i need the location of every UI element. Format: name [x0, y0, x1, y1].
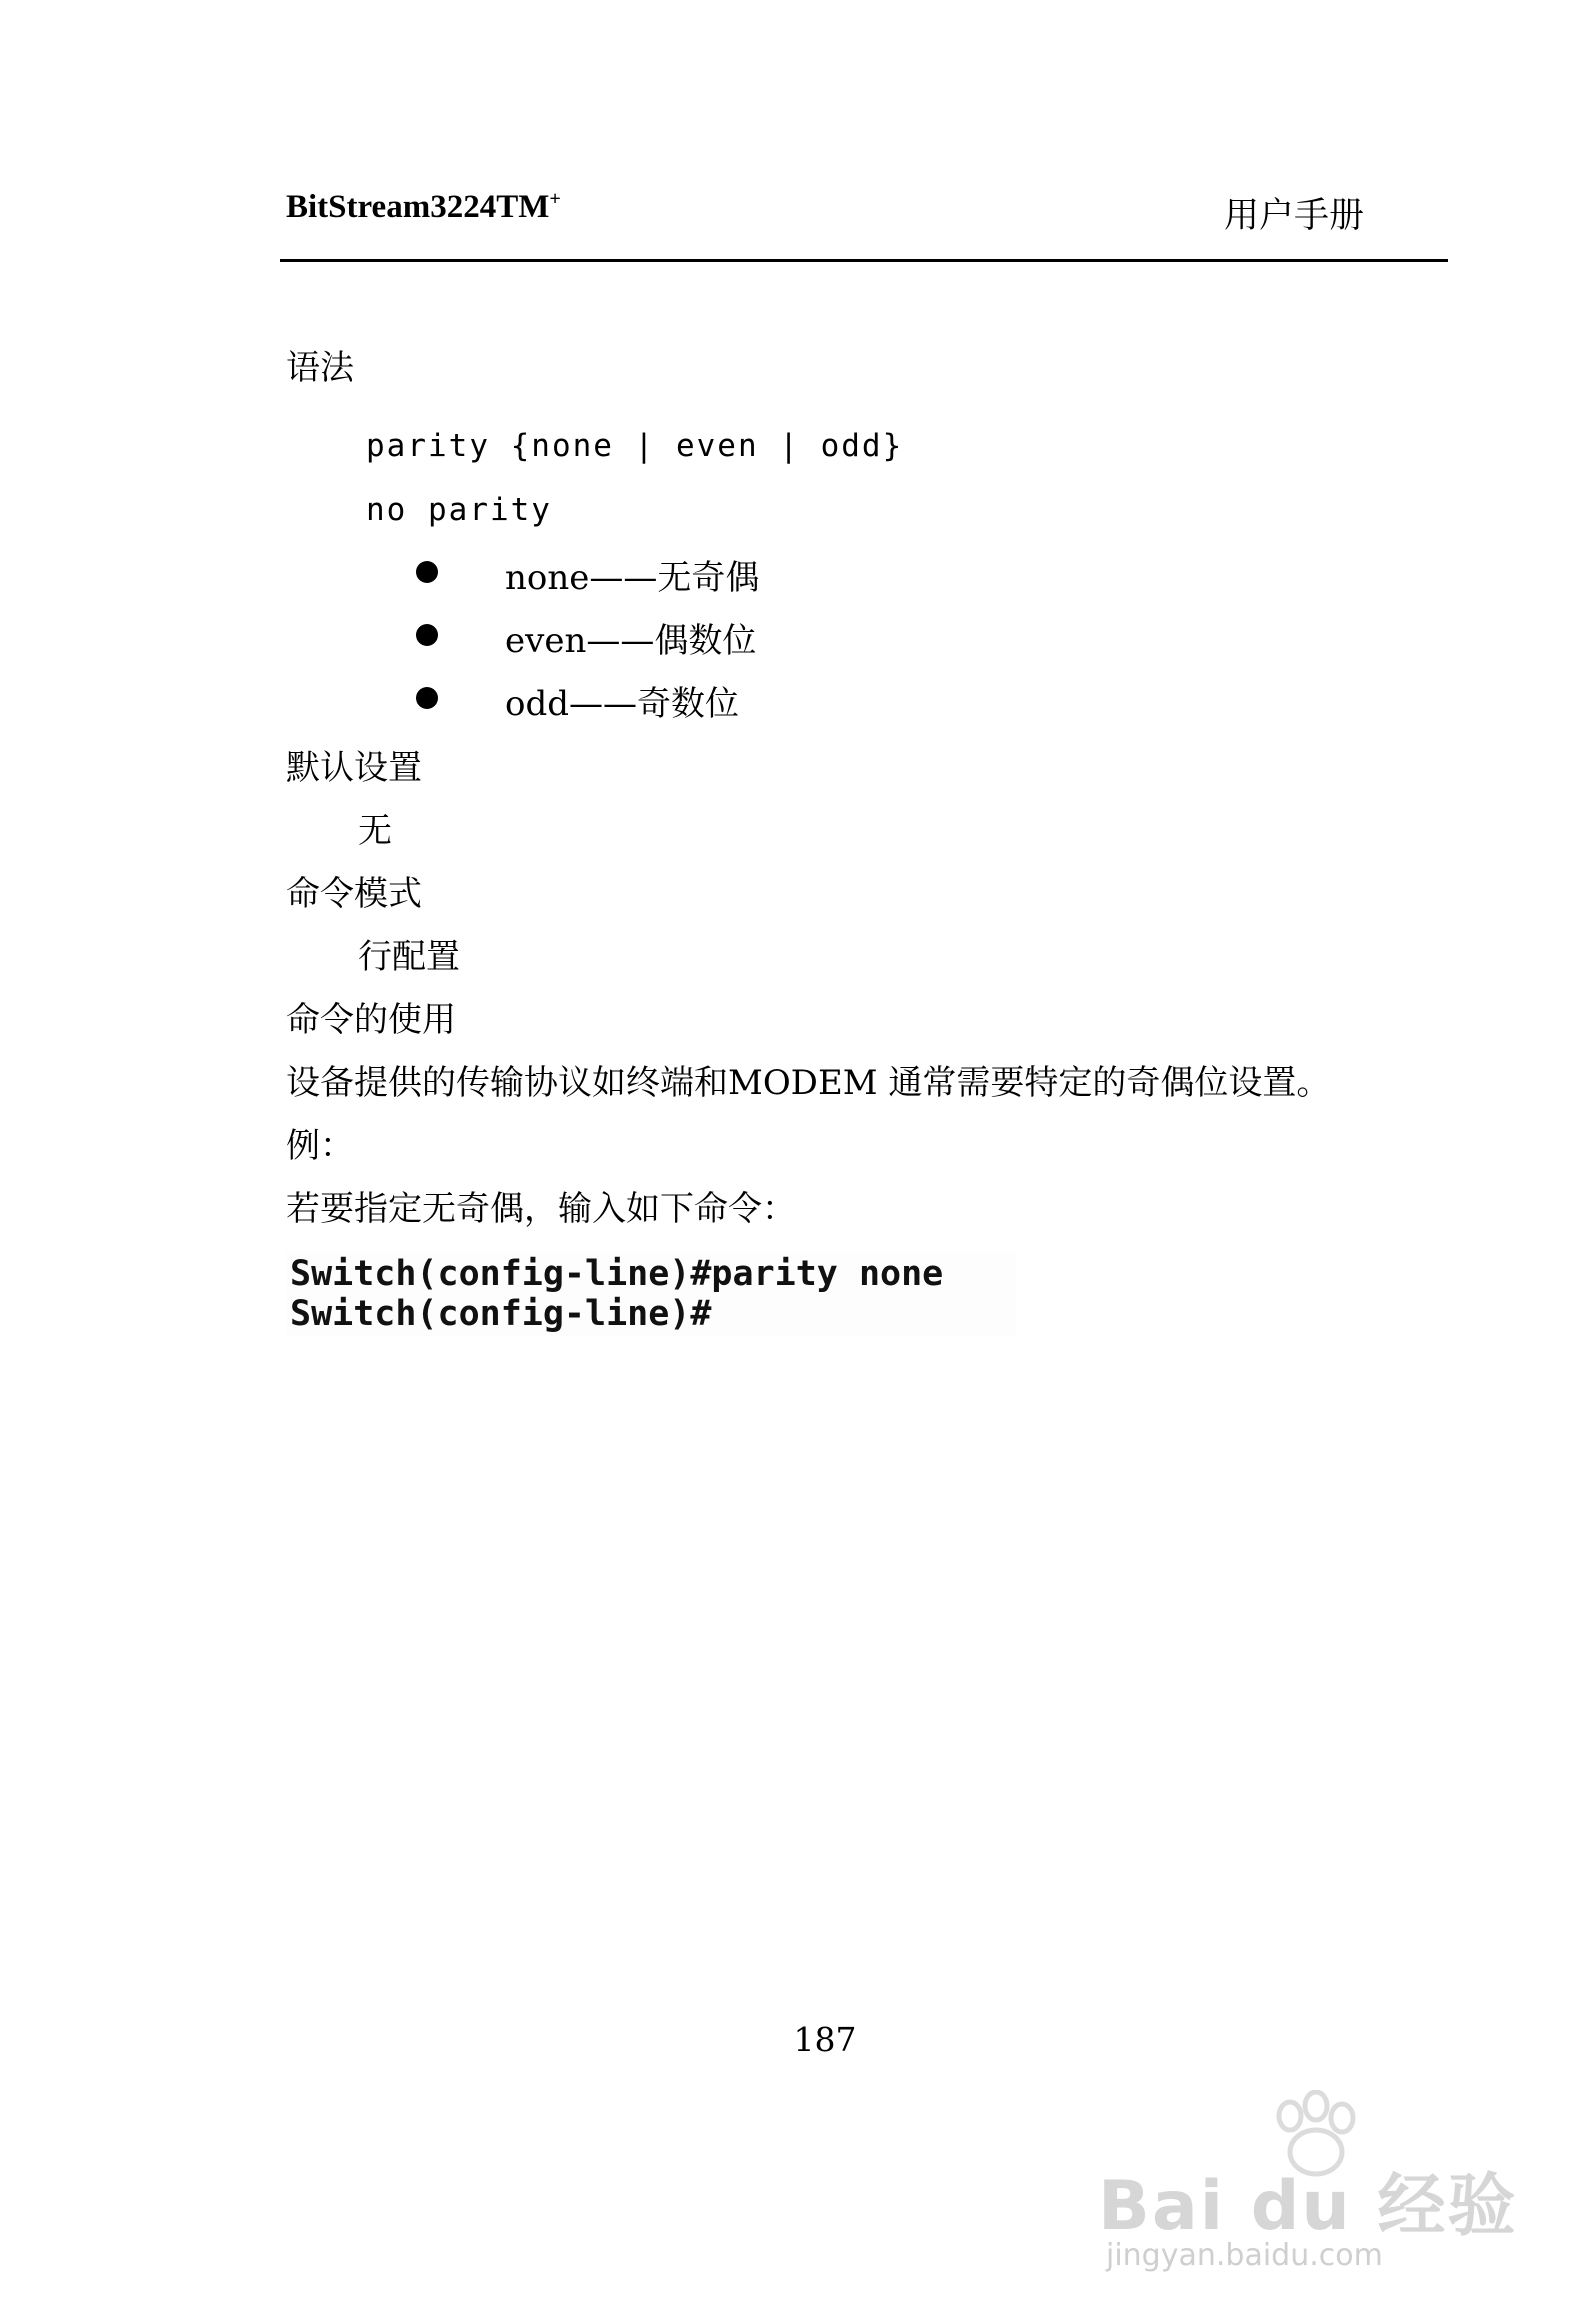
bullet-item-none: none——无奇偶 — [505, 558, 760, 598]
default-heading: 默认设置 — [286, 748, 422, 788]
usage-text: 设备提供的传输协议如终端和MODEM 通常需要特定的奇偶位设置。 — [286, 1063, 1331, 1103]
code-line-1: Switch(config-line)#parity none — [290, 1254, 944, 1294]
usage-heading: 命令的使用 — [286, 1000, 456, 1040]
bullet-dot — [416, 687, 438, 709]
syntax-line-2: no parity — [366, 492, 552, 528]
default-value: 无 — [358, 811, 392, 851]
watermark-url: jingyan.baidu.com — [1106, 2238, 1383, 2273]
code-block — [286, 1252, 1016, 1336]
bullet-item-even: even——偶数位 — [505, 621, 757, 661]
mode-value: 行配置 — [358, 937, 460, 977]
example-text: 若要指定无奇偶，输入如下命令： — [286, 1189, 796, 1229]
header-divider — [280, 259, 1448, 262]
product-name: BitStream3224TM — [286, 189, 550, 225]
bullet-dot — [416, 561, 438, 583]
example-heading: 例： — [286, 1126, 354, 1166]
header-manual-label: 用户手册 — [1224, 196, 1365, 236]
mode-heading: 命令模式 — [286, 874, 422, 914]
bullet-item-odd: odd——奇数位 — [505, 684, 739, 724]
syntax-heading: 语法 — [286, 348, 354, 388]
header-product-title — [286, 188, 561, 226]
page-number: 187 — [793, 2020, 857, 2059]
syntax-line-1: parity {none | even | odd} — [366, 428, 904, 464]
watermark-brand: Bai du 经验 — [1098, 2167, 1518, 2246]
bullet-dot — [416, 624, 438, 646]
product-superscript: + — [549, 188, 561, 210]
code-line-2: Switch(config-line)# — [290, 1294, 712, 1334]
baidu-watermark — [1098, 2090, 1518, 2273]
